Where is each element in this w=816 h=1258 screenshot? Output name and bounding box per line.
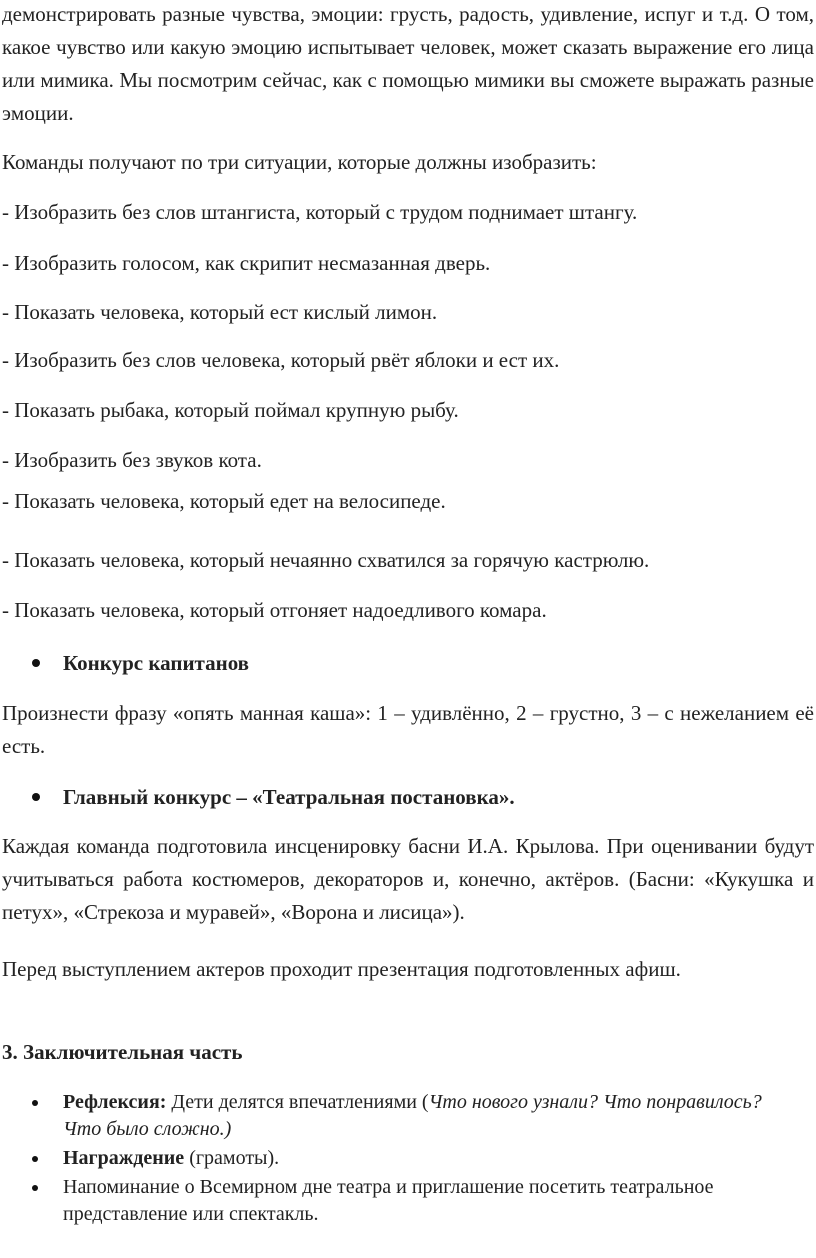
captains-text: Произнести фразу «опять манная каша»: 1 – удивлённо, 2 – грустно, 3 – с нежеланием её есть. [2, 701, 814, 758]
task-item: - Изобразить без слов человека, который рвёт яблоки и ест их. [2, 348, 560, 372]
list-item-text [63, 1145, 803, 1172]
reflection-questions: Что нового узнали? Что понравилось? Что было сложно.) [63, 1091, 762, 1140]
bullet-dot-icon [32, 659, 40, 667]
task-item: - Изобразить без звуков кота. [2, 448, 262, 472]
reflection-label: Рефлексия: [63, 1091, 167, 1113]
bullet-dot-icon [32, 1100, 38, 1106]
task-item: - Показать человека, который нечаянно схватился за горячую кастрюлю. [2, 548, 650, 572]
task-item: - Показать человека, который едет на велосипеде. [2, 489, 446, 513]
awards-label: Награждение [63, 1147, 185, 1169]
final-section-heading: 3. Заключительная часть [2, 1040, 243, 1064]
intro-paragraph: демонстрировать разные чувства, эмоции: грусть, радость, удивление, испуг и т.д. О том, какое чувство или какую эмоцию испытывает человек, может сказать выражение его лица или мимика. Мы посмотрим сейчас, как с помощью мимики вы сможете выражать разные эмоции. [2, 2, 814, 125]
teams-line: Команды получают по три ситуации, которые должны изобразить: [2, 150, 597, 174]
bullet-dot-icon [32, 1156, 38, 1162]
reflection-text: Дети делятся впечатлениями ( [166, 1091, 429, 1113]
main-contest-text: Каждая команда подготовила инсценировку басни И.А. Крылова. При оценивании будут учитываться работа костюмеров, декораторов и, конечно, актёров. (Басни: «Кукушка и петух», «Стрекоза и муравей», «Ворона и лисица»). [2, 834, 814, 924]
main-contest-heading: Главный конкурс – «Театральная постановка». [63, 785, 515, 809]
task-item: - Показать рыбака, который поймал крупную рыбу. [2, 398, 459, 422]
list-item-text [63, 1089, 803, 1143]
bullet-dot-icon [32, 1185, 38, 1191]
reminder-text: Напоминание о Всемирном дне театра и приглашение посетить театральное представление или спектакль. [63, 1176, 714, 1225]
captains-heading: Конкурс капитанов [63, 651, 250, 675]
awards-text: (грамоты). [184, 1147, 280, 1169]
bullet-dot-icon [32, 793, 40, 801]
task-item: - Показать человека, который ест кислый лимон. [2, 300, 438, 324]
task-item: - Показать человека, который отгоняет надоедливого комара. [2, 598, 547, 622]
task-item: - Изобразить без слов штангиста, который с трудом поднимает штангу. [2, 200, 638, 224]
posters-text: Перед выступлением актеров проходит презентация подготовленных афиш. [2, 957, 681, 981]
task-item: - Изобразить голосом, как скрипит несмазанная дверь. [2, 251, 491, 275]
